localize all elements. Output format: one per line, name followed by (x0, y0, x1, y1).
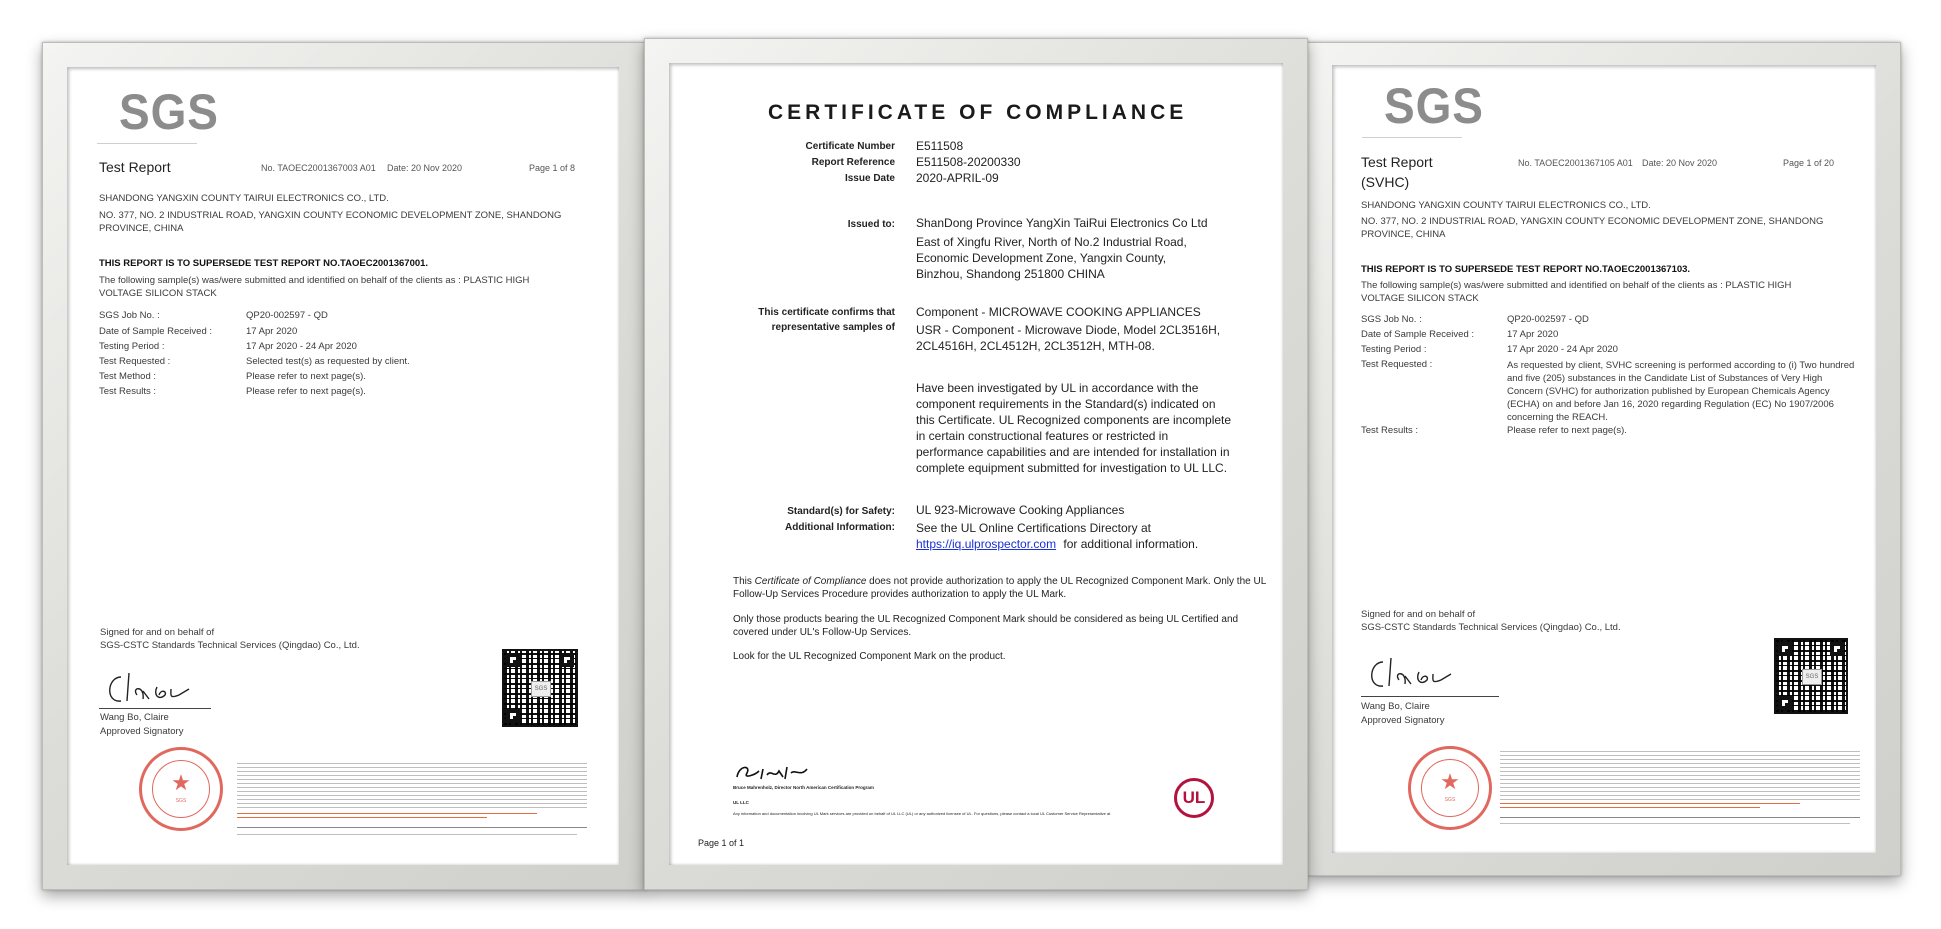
additional-info-label: Additional Information: (785, 522, 895, 533)
report-title: Test Report (99, 159, 171, 175)
signatory-name: Wang Bo, Claire (1361, 701, 1430, 712)
client-address: NO. 377, NO. 2 INDUSTRIAL ROAD, YANGXIN COUNTY ECONOMIC DEVELOPMENT ZONE, SHANDONG PROVINCE, CHINA (1361, 216, 1824, 240)
right-certificate-frame (1307, 42, 1901, 876)
issue-date-label: Issue Date (844, 173, 895, 184)
field-label: Date of Sample Received : (1361, 329, 1475, 340)
signature-image (1361, 650, 1481, 694)
issued-to-label: Issued to: (847, 219, 895, 230)
issue-date-value: 2020-APRIL-09 (916, 171, 999, 185)
field-label: SGS Job No. : (1361, 314, 1422, 325)
field-value: Please refer to next page(s). (246, 386, 366, 397)
footer-rule (1500, 817, 1860, 818)
field-value: 17 Apr 2020 (246, 326, 298, 337)
report-title: Test Report (1361, 154, 1433, 170)
field-value: Please refer to next page(s). (246, 371, 366, 382)
client-company: SHANDONG YANGXIN COUNTY TAIRUI ELECTRONICS CO., LTD. (99, 193, 389, 204)
report-reference-label: Report Reference (811, 157, 895, 168)
investigation-text: this Certificate. UL Recognized components are incomplete (916, 413, 1232, 427)
terms-fine-print (237, 763, 587, 811)
signature-image (99, 665, 219, 709)
signatory-name: Wang Bo, Claire (100, 712, 169, 723)
issued-to-line: Binzhou, Shandong 251800 CHINA (916, 267, 1105, 281)
logo-underline (97, 143, 197, 144)
signatory-role: Approved Signatory (1361, 715, 1445, 726)
usr-component-line: 2CL4516H, 2CL4512H, 2CL3512H, MTH-08. (916, 339, 1155, 353)
report-number: No. TAOEC2001367003 A01 (261, 163, 376, 173)
confirms-label: representative samples of (771, 322, 895, 333)
logo-underline (1362, 137, 1462, 138)
field-value: Selected test(s) as requested by client. (246, 356, 410, 367)
usr-component-line: USR - Component - Microwave Diode, Model 2CL3516H, (916, 323, 1221, 337)
terms-highlight-line (1500, 803, 1800, 804)
terms-highlight-line (237, 817, 487, 818)
signatory-role: Approved Signatory (100, 726, 184, 737)
standards-label: Standard(s) for Safety: (787, 506, 895, 517)
sample-description: The following sample(s) was/were submitted and identified on behalf of the clients as : PLASTIC HIGH VOLTAGE SILICON STACK (99, 275, 530, 299)
certificate-number-value: E511508 (916, 139, 964, 153)
field-label: Test Requested : (1361, 359, 1433, 370)
report-page: Page 1 of 8 (529, 163, 576, 173)
ul-prospector-link-suffix: for additional information. (1063, 537, 1199, 551)
director-signer: Bruce Mahrenholz, Director North American Certification Program (733, 785, 874, 790)
terms-highlight-line (1500, 807, 1760, 808)
supersede-notice: THIS REPORT IS TO SUPERSEDE TEST REPORT NO.TAOEC2001367103. (1361, 264, 1691, 275)
ul-fine-print: Any information and documentation involving UL Mark services are provided on behalf of UL LLC (UL) or any authorized licensee of UL. For questions, please contact a local UL Customer Service Representative at (733, 811, 1111, 816)
field-value: QP20-002597 - QD (246, 310, 328, 321)
official-seal-stamp: ★ SGS (139, 747, 223, 831)
ul-logo: UL (1174, 778, 1214, 818)
qr-code: SGS (502, 649, 578, 727)
ul-prospector-link[interactable]: https://iq.ulprospector.com (916, 537, 1057, 551)
investigation-text: performance capabilities and are intended for installation in (916, 445, 1230, 459)
certificate-title: CERTIFICATE OF COMPLIANCE (768, 101, 1188, 124)
signed-for-line: Signed for and on behalf of (100, 627, 215, 638)
field-label: Testing Period : (99, 341, 165, 352)
field-label: Test Results : (1361, 425, 1419, 436)
left-certificate-frame (42, 42, 646, 890)
signed-company-line: SGS-CSTC Standards Technical Services (Qingdao) Co., Ltd. (1361, 622, 1621, 633)
field-value: 17 Apr 2020 - 24 Apr 2020 (1507, 344, 1618, 355)
investigation-text: in certain constructional features or restricted in (916, 429, 1169, 443)
right-test-report-page (1332, 65, 1876, 853)
footer-rule (237, 827, 587, 828)
qr-code: SGS (1774, 638, 1848, 714)
issued-to-line: East of Xingfu River, North of No.2 Industrial Road, (916, 235, 1187, 249)
report-number: No. TAOEC2001367105 A01 (1518, 158, 1633, 168)
client-company: SHANDONG YANGXIN COUNTY TAIRUI ELECTRONICS CO., LTD. (1361, 200, 1651, 211)
field-label: Testing Period : (1361, 344, 1427, 355)
certificate-number-label: Certificate Number (805, 141, 895, 152)
authorization-note: This Certificate of Compliance does not provide authorization to apply the UL Recognized Component Mark. Only the UL Follow-Up Services Procedure provides authorization to apply the UL Mark. (733, 576, 1266, 600)
footer-address (1500, 823, 1850, 826)
footer-address (237, 834, 577, 837)
terms-fine-print (1500, 751, 1860, 801)
sgs-logo: SGS (119, 84, 219, 140)
report-date: Date: 20 Nov 2020 (1642, 158, 1718, 168)
report-date: Date: 20 Nov 2020 (387, 163, 463, 173)
field-label: Test Method : (99, 371, 157, 382)
director-signature-image (733, 761, 813, 783)
signature-line (1361, 696, 1499, 697)
confirms-label: This certificate confirms that (758, 307, 895, 318)
mark-note: Look for the UL Recognized Component Mark on the product. (733, 651, 1006, 662)
certificate-page-number: Page 1 of 1 (698, 838, 745, 848)
investigation-text: component requirements in the Standard(s) indicated on (916, 397, 1216, 411)
component-line: Component - MICROWAVE COOKING APPLIANCES (916, 305, 1201, 319)
investigation-text: complete equipment submitted for investigation to UL LLC. (916, 461, 1228, 475)
center-certificate-frame (644, 38, 1308, 890)
issued-to-line: Economic Development Zone, Yangxin County, (916, 251, 1167, 265)
signature-line (99, 708, 211, 709)
report-reference-value: E511508-20200330 (916, 155, 1021, 169)
ul-llc-label: UL LLC (733, 800, 749, 805)
sample-description: The following sample(s) was/were submitted and identified on behalf of the clients as : PLASTIC HIGH VOLTAGE SILICON STACK (1361, 280, 1792, 304)
field-label: Test Results : (99, 386, 157, 397)
sgs-logo: SGS (1384, 78, 1484, 134)
field-label: Date of Sample Received : (99, 326, 213, 337)
field-value: Please refer to next page(s). (1507, 425, 1627, 436)
field-value: 17 Apr 2020 - 24 Apr 2020 (246, 341, 357, 352)
field-value: QP20-002597 - QD (1507, 314, 1589, 325)
signed-company-line: SGS-CSTC Standards Technical Services (Qingdao) Co., Ltd. (100, 640, 360, 651)
certified-note: Only those products bearing the UL Recognized Component Mark should be considered as being UL Certified and covered under UL's Follow-Up Services. (733, 614, 1239, 638)
standards-value: UL 923-Microwave Cooking Appliances (916, 503, 1125, 517)
additional-info-value: See the UL Online Certifications Directory at (916, 521, 1151, 535)
field-value: 17 Apr 2020 (1507, 329, 1559, 340)
field-value: As requested by client, SVHC screening is performed according to (i) Two hundred and five (205) substances in the Candidate List of Substances of Very High Concern (SVHC) for authorization published by European Chemicals Agency (ECHA) on and before Jan 16, 2020 regarding Regulation (EC) No 1907/2006 concerning the REACH. (1507, 360, 1855, 423)
terms-highlight-line (237, 813, 537, 814)
issued-to-line: ShanDong Province YangXin TaiRui Electronics Co Ltd (916, 216, 1208, 230)
field-label: Test Requested : (99, 356, 171, 367)
client-address: NO. 377, NO. 2 INDUSTRIAL ROAD, YANGXIN COUNTY ECONOMIC DEVELOPMENT ZONE, SHANDONG PROVINCE, CHINA (99, 210, 562, 234)
report-page: Page 1 of 20 (1783, 158, 1835, 168)
supersede-notice: THIS REPORT IS TO SUPERSEDE TEST REPORT NO.TAOEC2001367001. (99, 258, 429, 269)
investigation-text: Have been investigated by UL in accordance with the (916, 381, 1199, 395)
report-subtitle: (SVHC) (1361, 174, 1410, 190)
left-test-report-page (67, 67, 619, 865)
certificate-of-compliance-page (669, 63, 1283, 865)
field-label: SGS Job No. : (99, 310, 160, 321)
ul-prospector-row (916, 537, 1198, 551)
official-seal-stamp: ★ SGS (1408, 746, 1492, 830)
signed-for-line: Signed for and on behalf of (1361, 609, 1476, 620)
